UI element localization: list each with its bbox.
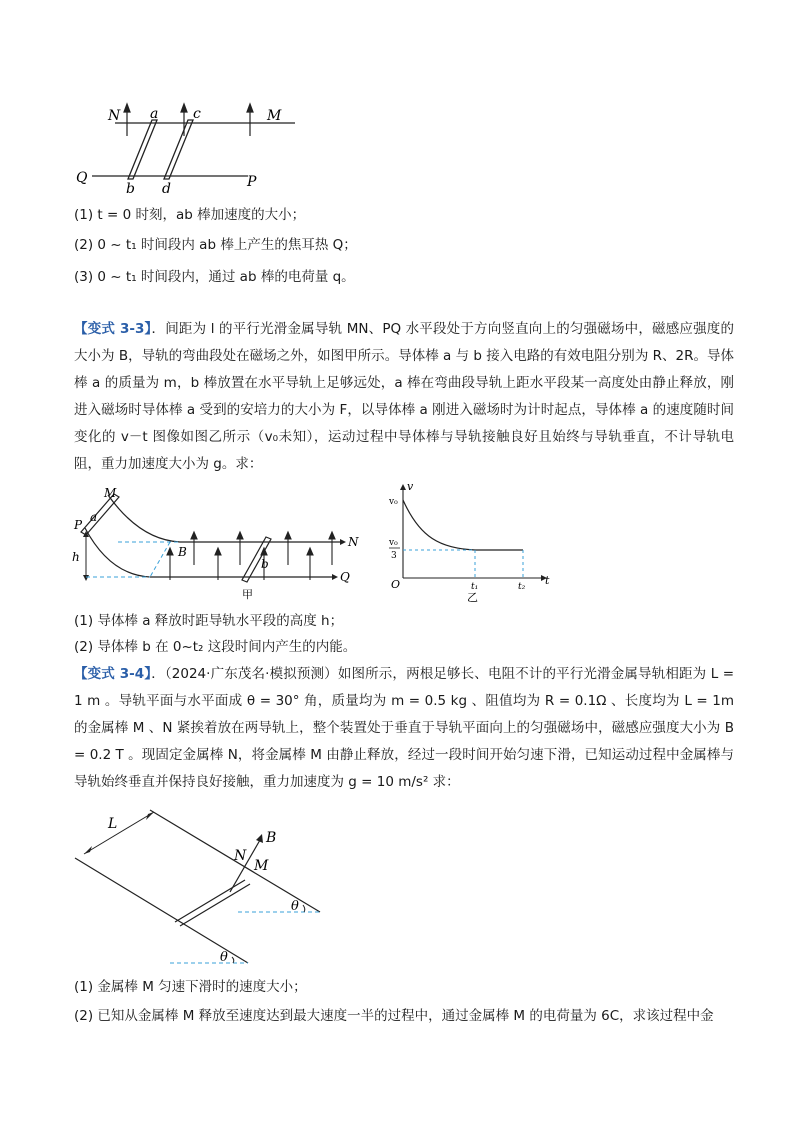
fig1-label-Q: Q xyxy=(76,170,88,186)
fig3-label-t2: t₂ xyxy=(518,582,526,592)
variant-3-4-paragraph xyxy=(74,661,734,796)
fig2-label-P: P xyxy=(74,518,83,532)
fig2-label-Q: Q xyxy=(340,570,350,584)
variant-3-3-question-2: (2) 导体棒 b 在 0~t₂ 这段时间内产生的内能。 xyxy=(74,639,357,655)
fig3-label-t1: t₁ xyxy=(471,582,479,592)
figure-rails-ab-cd xyxy=(70,100,310,200)
fig3-label-v0-over-3-num: v₀ xyxy=(389,538,398,548)
fig2-caption: 甲 xyxy=(242,588,253,600)
fig2-label-M: M xyxy=(104,486,117,500)
fig1-label-M: M xyxy=(267,108,282,124)
fig3-label-O: O xyxy=(391,578,401,591)
variant-3-4-question-2: (2) 已知从金属棒 M 释放至速度达到最大速度一半的过程中，通过金属棒 M 的电荷量为 6C，求该过程中金 xyxy=(74,1008,714,1024)
fig1-label-c: c xyxy=(193,106,201,122)
figure-yi-vt-graph xyxy=(385,478,555,603)
question-1-line: (1) t = 0 时刻，ab 棒加速度的大小； xyxy=(74,207,306,223)
variant-3-4-question-1: (1) 金属棒 M 匀速下滑时的速度大小； xyxy=(74,979,307,995)
fig4-label-M: M xyxy=(254,858,269,874)
fig4-label-B: B xyxy=(266,830,277,846)
variant-3-3-question-1: (1) 导体棒 a 释放时距导轨水平段的高度 h； xyxy=(74,613,344,629)
fig4-label-theta-upper: θ xyxy=(291,899,299,914)
variant-3-3-tag: 【变式 3-3】 xyxy=(74,321,152,337)
fig4-label-L: L xyxy=(108,816,118,832)
fig3-label-v: v xyxy=(407,480,414,493)
fig2-label-b: b xyxy=(261,557,269,571)
fig2-label-h: h xyxy=(72,550,80,564)
fig3-caption: 乙 xyxy=(467,591,478,603)
fig4-label-N: N xyxy=(234,848,247,864)
variant-3-4-tag: 【变式 3-4】 xyxy=(74,666,152,682)
fig2-label-N: N xyxy=(348,535,359,549)
fig3-label-v0-over-3-den: 3 xyxy=(391,551,397,561)
fig2-label-a: a xyxy=(90,510,98,524)
fig3-label-v0: v₀ xyxy=(389,497,398,507)
question-3-line: (3) 0 ~ t₁ 时间段内，通过 ab 棒的电荷量 q。 xyxy=(74,269,355,285)
fig4-label-theta-lower: θ xyxy=(220,950,228,965)
figure-jia-curved-rails xyxy=(70,485,360,600)
variant-3-4-text: ．（2024·广东茂名·模拟预测）如图所示，两根足够长、电阻不计的平行光滑金属导轨相距为 L = 1 m 。导轨平面与水平面成 θ = 30° 角，质量均为 m = 0.5 kg 、阻值均为 R = 0.1Ω 、长度均为 L = 1m 的金属棒 M 、N 紧挨着放在两导轨上，整个装置处于垂直于导轨平面向上的匀强磁场中，磁感应强度大小为 B = 0.2 T 。现固定金属棒 N，将金属棒 M 由静止释放，经过一段时间开始匀速下滑，已知运动过程中金属棒与导轨始终垂直并保持良好接触，重力加速度为 g = 10 m/s² 求： xyxy=(74,666,735,790)
figure-inclined-rails xyxy=(70,800,330,970)
fig1-label-b: b xyxy=(126,181,135,197)
fig1-label-N: N xyxy=(108,108,121,124)
variant-3-3-paragraph xyxy=(74,316,734,478)
fig3-label-t: t xyxy=(545,574,550,587)
question-2-line: (2) 0 ~ t₁ 时间段内 ab 棒上产生的焦耳热 Q； xyxy=(74,237,357,253)
fig1-label-P: P xyxy=(247,174,257,190)
fig2-label-B: B xyxy=(178,545,187,559)
fig1-label-d: d xyxy=(162,181,171,197)
fig1-label-a: a xyxy=(150,106,159,122)
variant-3-3-text: ．间距为 l 的平行光滑金属导轨 MN、PQ 水平段处于方向竖直向上的匀强磁场中，磁感应强度的大小为 B，导轨的弯曲段处在磁场之外，如图甲所示。导体棒 a 与 b 接入电路的有效电阻分别为 R、2R。导体棒 a 的质量为 m，b 棒放置在水平导轨上足够远处，a 棒在弯曲段导轨上距水平段某一高度处由静止释放，刚进入磁场时导体棒 a 受到的安培力的大小为 F，以导体棒 a 刚进入磁场时为计时起点，导体棒 a 的速度随时间变化的 v－t 图像如图乙所示（v₀未知），运动过程中导体棒与导轨接触良好且始终与导轨垂直，不计导轨电阻，重力加速度大小为 g。求： xyxy=(74,321,734,472)
